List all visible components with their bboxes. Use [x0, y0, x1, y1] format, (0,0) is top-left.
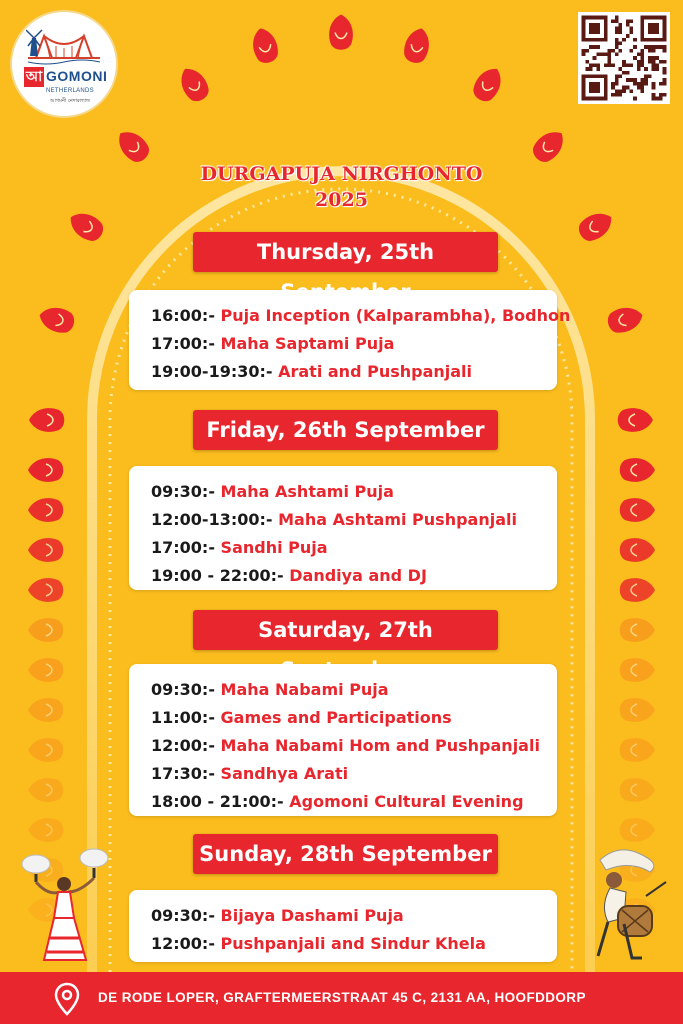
- qr-module: [652, 45, 656, 49]
- event-name: Sandhi Puja: [220, 538, 328, 557]
- qr-module: [607, 56, 611, 60]
- decorative-petal: [469, 63, 507, 105]
- qr-code-icon[interactable]: [578, 12, 670, 104]
- qr-module: [652, 67, 656, 71]
- qr-module: [648, 49, 652, 53]
- qr-module: [659, 82, 663, 86]
- qr-module: [663, 82, 667, 86]
- event-time: 11:00:-: [151, 708, 221, 727]
- day-heading-sunday: Sunday, 28th September: [193, 834, 498, 874]
- qr-module: [652, 82, 656, 86]
- qr-module: [641, 89, 645, 93]
- decorative-petal: [618, 408, 653, 432]
- qr-module: [615, 41, 619, 45]
- event-name: Maha Nabami Hom and Pushpanjali: [220, 736, 540, 755]
- qr-module: [622, 38, 626, 42]
- decorative-petal: [620, 578, 655, 602]
- qr-module: [633, 97, 637, 101]
- qr-module: [663, 67, 667, 71]
- decorative-petal: [28, 818, 63, 842]
- decorative-petal: [620, 618, 655, 642]
- qr-module: [622, 89, 626, 93]
- decorative-petal: [620, 658, 655, 682]
- decorative-petal: [28, 738, 63, 762]
- decorative-petal: [112, 125, 154, 167]
- qr-module: [615, 89, 619, 93]
- qr-module: [655, 97, 659, 101]
- qr-module: [633, 82, 637, 86]
- bridge-windmill-icon: [26, 26, 102, 66]
- qr-module: [615, 27, 619, 31]
- qr-module: [648, 45, 652, 49]
- schedule-row: [151, 506, 547, 534]
- qr-module: [615, 38, 619, 42]
- qr-module: [585, 49, 589, 53]
- qr-module: [644, 67, 648, 71]
- event-name: Maha Ashtami Puja: [220, 482, 394, 501]
- qr-module: [618, 27, 622, 31]
- event-time: 17:00:-: [151, 538, 221, 557]
- qr-module: [626, 86, 630, 90]
- qr-module: [596, 45, 600, 49]
- qr-module: [663, 60, 667, 64]
- qr-module: [604, 52, 608, 56]
- qr-module: [618, 75, 622, 79]
- qr-module: [644, 78, 648, 82]
- page-title: DURGAPUJA NIRGHONTO: [200, 163, 483, 185]
- qr-module: [615, 78, 619, 82]
- decorative-petal: [401, 25, 433, 65]
- logo-mark: আ: [25, 69, 43, 85]
- qr-module: [648, 56, 652, 60]
- qr-module: [655, 45, 659, 49]
- qr-module: [644, 82, 648, 86]
- decorative-petal: [620, 778, 655, 802]
- qr-module: [626, 19, 630, 23]
- qr-module: [659, 45, 663, 49]
- qr-module: [652, 49, 656, 53]
- event-time: 17:30:-: [151, 764, 221, 783]
- qr-module: [611, 19, 615, 23]
- schedule-box-saturday: [129, 664, 557, 816]
- schedule-row: [151, 788, 547, 816]
- qr-module: [618, 93, 622, 97]
- event-time: 12:00:-: [151, 934, 221, 953]
- qr-module: [652, 97, 656, 101]
- decorative-petal: [28, 498, 63, 522]
- qr-module: [582, 52, 586, 56]
- event-name: Games and Participations: [220, 708, 452, 727]
- qr-module: [585, 60, 589, 64]
- qr-module: [589, 45, 593, 49]
- logo-subtitle: NETHERLANDS: [46, 88, 94, 94]
- qr-module: [615, 93, 619, 97]
- qr-module: [615, 45, 619, 49]
- event-time: 17:00:-: [151, 334, 221, 353]
- decorative-petal: [65, 207, 107, 245]
- qr-module: [630, 19, 634, 23]
- qr-module: [637, 60, 641, 64]
- schedule-row: [151, 760, 547, 788]
- event-time: 16:00:-: [151, 306, 221, 325]
- qr-module: [663, 93, 667, 97]
- qr-module: [589, 23, 600, 34]
- decorative-petal: [37, 304, 77, 336]
- qr-module: [641, 60, 645, 64]
- qr-module: [618, 30, 622, 34]
- decorative-petal: [620, 818, 655, 842]
- decorative-petal: [28, 778, 63, 802]
- qr-module: [644, 45, 648, 49]
- qr-module: [630, 64, 634, 68]
- qr-module: [637, 52, 641, 56]
- qr-module: [626, 78, 630, 82]
- event-time: 19:00-19:30:-: [151, 362, 279, 381]
- decorative-petal: [28, 658, 63, 682]
- qr-module: [611, 64, 615, 68]
- event-name: Agomoni Cultural Evening: [289, 792, 524, 811]
- qr-module: [663, 71, 667, 75]
- qr-module: [630, 27, 634, 31]
- qr-module: [630, 49, 634, 53]
- event-time: 09:30:-: [151, 906, 221, 925]
- qr-module: [593, 45, 597, 49]
- event-name: Maha Saptami Puja: [220, 334, 395, 353]
- qr-module: [615, 52, 619, 56]
- qr-module: [611, 82, 615, 86]
- qr-module: [607, 64, 611, 68]
- event-name: Bijaya Dashami Puja: [220, 906, 404, 925]
- qr-module: [648, 23, 659, 34]
- decorative-petal: [28, 458, 63, 482]
- qr-module: [663, 78, 667, 82]
- qr-module: [600, 52, 604, 56]
- schedule-row: [151, 676, 547, 704]
- qr-module: [611, 93, 615, 97]
- qr-module: [659, 60, 663, 64]
- schedule-row: [151, 302, 571, 330]
- qr-module: [596, 64, 600, 68]
- qr-module: [641, 78, 645, 82]
- schedule-row: [151, 534, 547, 562]
- qr-module: [618, 89, 622, 93]
- qr-module: [633, 56, 637, 60]
- qr-module: [633, 38, 637, 42]
- event-time: 19:00 - 22:00:-: [151, 566, 290, 585]
- qr-module: [618, 41, 622, 45]
- qr-module: [630, 78, 634, 82]
- qr-module: [589, 64, 593, 68]
- qr-module: [615, 30, 619, 34]
- qr-module: [633, 78, 637, 82]
- qr-module: [618, 67, 622, 71]
- qr-module: [630, 89, 634, 93]
- qr-module: [589, 82, 600, 93]
- qr-module: [648, 75, 652, 79]
- qr-module: [593, 56, 597, 60]
- qr-module: [652, 86, 656, 90]
- qr-module: [615, 19, 619, 23]
- qr-module: [637, 82, 641, 86]
- event-time: 12:00-13:00:-: [151, 510, 279, 529]
- qr-module: [618, 23, 622, 27]
- schedule-row: [151, 562, 547, 590]
- qr-module: [593, 64, 597, 68]
- qr-module: [641, 82, 645, 86]
- decorative-petal: [620, 698, 655, 722]
- qr-module: [641, 64, 645, 68]
- qr-module: [637, 67, 641, 71]
- event-name: Maha Ashtami Pushpanjali: [278, 510, 517, 529]
- qr-module: [626, 23, 630, 27]
- qr-module: [607, 52, 611, 56]
- decorative-petal: [620, 498, 655, 522]
- qr-module: [655, 67, 659, 71]
- qr-module: [622, 71, 626, 75]
- qr-module: [630, 30, 634, 34]
- qr-module: [644, 75, 648, 79]
- qr-module: [641, 86, 645, 90]
- qr-module: [596, 52, 600, 56]
- qr-module: [626, 71, 630, 75]
- schedule-row: [151, 358, 547, 386]
- decorative-petal: [620, 738, 655, 762]
- qr-module: [663, 45, 667, 49]
- qr-module: [589, 67, 593, 71]
- qr-module: [622, 64, 626, 68]
- qr-module: [596, 67, 600, 71]
- qr-module: [655, 64, 659, 68]
- decorative-petal: [28, 698, 63, 722]
- event-time: 18:00 - 21:00:-: [151, 792, 290, 811]
- decorative-petal: [29, 408, 64, 432]
- qr-module: [622, 86, 626, 90]
- event-name: Pushpanjali and Sindur Khela: [220, 934, 486, 953]
- qr-module: [659, 93, 663, 97]
- qr-module: [652, 93, 656, 97]
- qr-module: [604, 64, 608, 68]
- location-pin-icon: [54, 982, 80, 1016]
- event-name: Puja Inception (Kalparambha), Bodhon: [220, 306, 571, 325]
- qr-module: [611, 49, 615, 53]
- schedule-row: [151, 330, 547, 358]
- schedule-row: [151, 902, 547, 930]
- day-heading-saturday: Saturday, 27th: [193, 610, 498, 650]
- decorative-petal: [28, 578, 63, 602]
- logo-name: GOMONI: [46, 68, 108, 84]
- qr-module: [655, 56, 659, 60]
- qr-module: [652, 60, 656, 64]
- qr-module: [626, 34, 630, 38]
- event-time: 09:30:-: [151, 680, 221, 699]
- qr-module: [615, 82, 619, 86]
- event-time: 09:30:-: [151, 482, 221, 501]
- day-heading-friday: Friday, 26th September: [193, 410, 498, 450]
- day-heading-thursday: Thursday, 25th: [193, 232, 498, 272]
- qr-module: [652, 64, 656, 68]
- decorative-petal: [175, 63, 213, 105]
- venue-address: DE RODE LOPER, GRAFTERMEERSTRAAT 45 C, 2131 AA, HOOFDDORP: [98, 990, 586, 1005]
- qr-module: [637, 86, 641, 90]
- schedule-row: [151, 704, 547, 732]
- schedule-box-thursday: [129, 290, 571, 390]
- event-name: Sandhya Arati: [220, 764, 349, 783]
- qr-module: [663, 49, 667, 53]
- event-time: 12:00:-: [151, 736, 221, 755]
- dancer-with-dhunuchi-icon: [14, 848, 114, 968]
- footer-address-bar: [0, 972, 683, 1024]
- decorative-petal: [28, 618, 63, 642]
- qr-module: [607, 60, 611, 64]
- decorative-petal: [28, 538, 63, 562]
- schedule-row: [151, 478, 547, 506]
- logo-tagline: আগমনী নেদারল্যান্ড: [50, 98, 91, 104]
- qr-module: [607, 49, 611, 53]
- event-name: Dandiya and DJ: [289, 566, 427, 585]
- qr-module: [652, 56, 656, 60]
- decorative-petal: [620, 458, 655, 482]
- schedule-box-friday: [129, 466, 557, 590]
- dhak-drummer-icon: [580, 846, 672, 968]
- qr-module: [585, 67, 589, 71]
- decorative-petal: [249, 25, 281, 65]
- agomoni-logo: [12, 12, 116, 116]
- qr-module: [641, 52, 645, 56]
- qr-module: [641, 56, 645, 60]
- qr-module: [582, 49, 586, 53]
- decorative-petal: [575, 207, 617, 245]
- qr-module: [622, 60, 626, 64]
- qr-module: [615, 16, 619, 20]
- qr-module: [648, 60, 652, 64]
- qr-module: [626, 64, 630, 68]
- qr-module: [611, 86, 615, 90]
- schedule-row: [151, 732, 547, 760]
- decorative-petal: [605, 304, 645, 336]
- qr-module: [637, 64, 641, 68]
- schedule-row: [151, 930, 547, 958]
- decorative-petal: [528, 125, 570, 167]
- qr-module: [615, 75, 619, 79]
- qr-module: [641, 49, 645, 53]
- decorative-petal: [620, 538, 655, 562]
- qr-module: [618, 49, 622, 53]
- event-name: Maha Nabami Puja: [220, 680, 389, 699]
- qr-module: [659, 97, 663, 101]
- event-name: Arati and Pushpanjali: [278, 362, 473, 381]
- decorative-petal: [329, 15, 353, 50]
- page-title-year: 2025: [315, 189, 368, 211]
- qr-module: [633, 45, 637, 49]
- schedule-box-sunday: [129, 890, 557, 962]
